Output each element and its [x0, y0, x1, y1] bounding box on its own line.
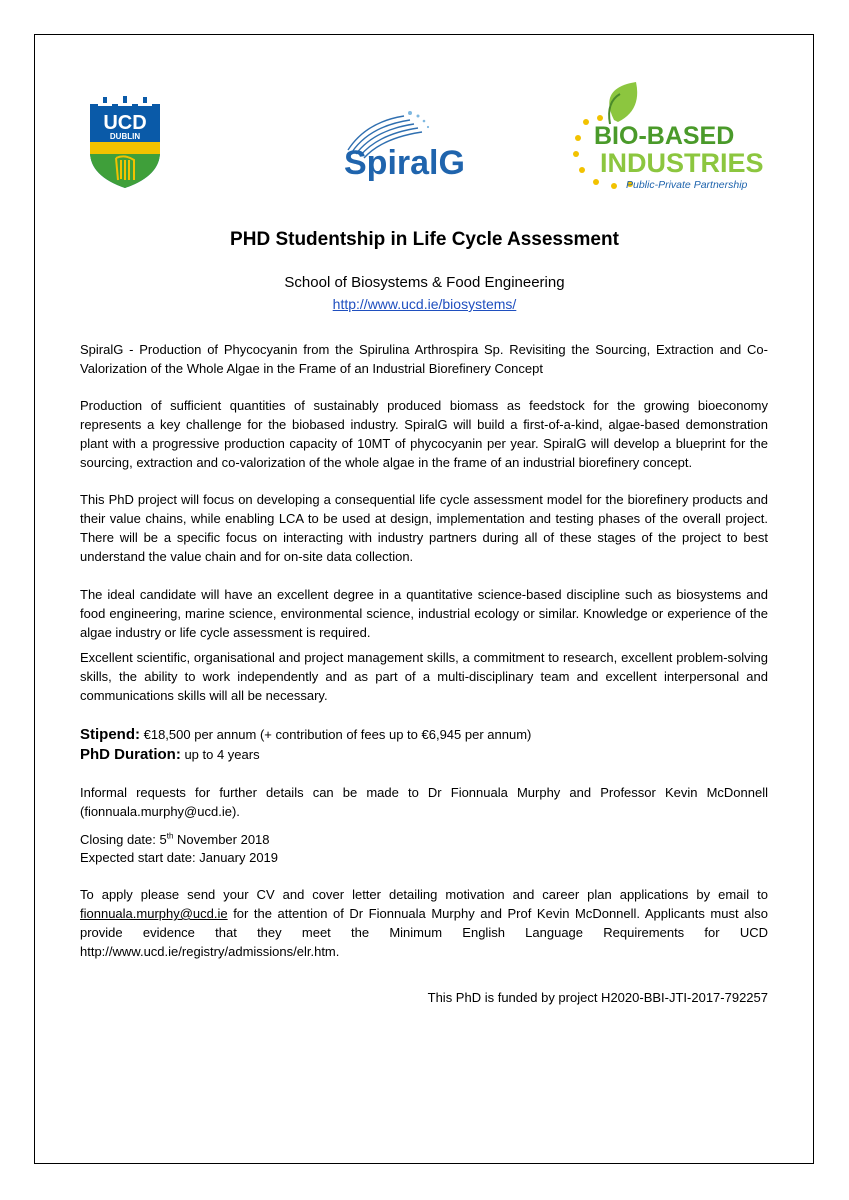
project-description-paragraph: Production of sufficient quantities of sustainably produced biomass as feedstock for the growing bioeconomy represents a key challenge for the biobased industry. SpiralG will build a first-of-a-kind, algae-based demonstration plant with a progressive production capacity of 10MT of phycocyanin per year. SpiralG will develop a blueprint for the sourcing, extraction and co-valorization of the whole algae in the frame of an industrial biorefinery concept. [80, 398, 768, 470]
email-link[interactable]: fionnuala.murphy@ucd.ie [80, 906, 228, 921]
informal-requests-paragraph: Informal requests for further details can be made to Dr Fionnuala Murphy and Professor Kevin McDonnell (fionnuala.murphy@ucd.ie). [80, 785, 768, 819]
closing-date-month: November 2018 [173, 832, 270, 847]
apply-rest: for the attention of Dr Fionnuala Murphy and Prof Kevin McDonnell. Applicants must also provide evidence that they meet the Minimum English Language Requirements for UCD http://www.ucd.ie/registry/admissions/elr.htm. [80, 906, 768, 959]
bbi-logo-line2: INDUSTRIES [600, 148, 764, 178]
phd-focus-paragraph: This PhD project will focus on developing a consequential life cycle assessment model for the biorefinery products and their value chains, while enabling LCA to be used at design, implementation and testing phases of the overall project. There will be a specific focus on interacting with industry partners during all of these stages of the project to best understand the value chain and for on-site data collection. [80, 492, 768, 564]
stipend-label: Stipend: [80, 726, 140, 743]
closing-date-prefix: Closing date: 5 [80, 832, 167, 847]
skills-paragraph: Excellent scientific, organisational and project management skills, a commitment to research, excellent problem-solving skills, the ability to work independently and as part of a multi-disciplinary team and excellent interpersonal and communications skills will all be necessary. [80, 650, 768, 703]
closing-date [80, 832, 768, 847]
duration-value: up to 4 years [180, 747, 260, 762]
project-title-paragraph: SpiralG - Production of Phycocyanin from the Spirulina Arthrospira Sp. Revisiting the Sourcing, Extraction and Co-Valorization of the Whole Algae in the Frame of an Industrial Biorefinery Concept [80, 342, 768, 376]
stipend-line [80, 726, 768, 743]
apply-paragraph [80, 885, 768, 961]
spiralg-logo-text: SpiralG [344, 144, 465, 182]
page-title: PHD Studentship in Life Cycle Assessment [230, 229, 619, 250]
bio-based-industries-logo [570, 80, 768, 192]
ucd-logo-text: UCD [103, 112, 147, 134]
ucd-logo-subtext: DUBLIN [109, 132, 141, 141]
duration-line [80, 746, 768, 763]
funding-note: This PhD is funded by project H2020-BBI-JTI-2017-792257 [427, 990, 768, 1005]
duration-label: PhD Duration: [80, 746, 181, 763]
bbi-logo-tagline: Public-Private Partnership [626, 179, 748, 191]
closing-date-suffix-sup: th [166, 831, 174, 841]
start-date: Expected start date: January 2019 [80, 850, 279, 865]
stipend-value: €18,500 per annum (+ contribution of fees up to €6,945 per annum) [140, 727, 532, 742]
candidate-paragraph: The ideal candidate will have an excellent degree in a quantitative science-based discipline such as biosystems and food engineering, marine science, environmental science, industrial ecology or similar. Knowledge or experience of the algae industry or life cycle assessment is required. [80, 587, 768, 640]
school-website-link[interactable]: http://www.ucd.ie/biosystems/ [332, 296, 517, 312]
school-name: School of Biosystems & Food Engineering [284, 274, 565, 291]
apply-intro: To apply please send your CV and cover letter detailing motivation and career plan applications by email to [80, 887, 768, 902]
ucd-logo [88, 80, 162, 190]
spiralg-logo [340, 108, 508, 186]
bbi-logo-line1: BIO-BASED [594, 122, 735, 150]
